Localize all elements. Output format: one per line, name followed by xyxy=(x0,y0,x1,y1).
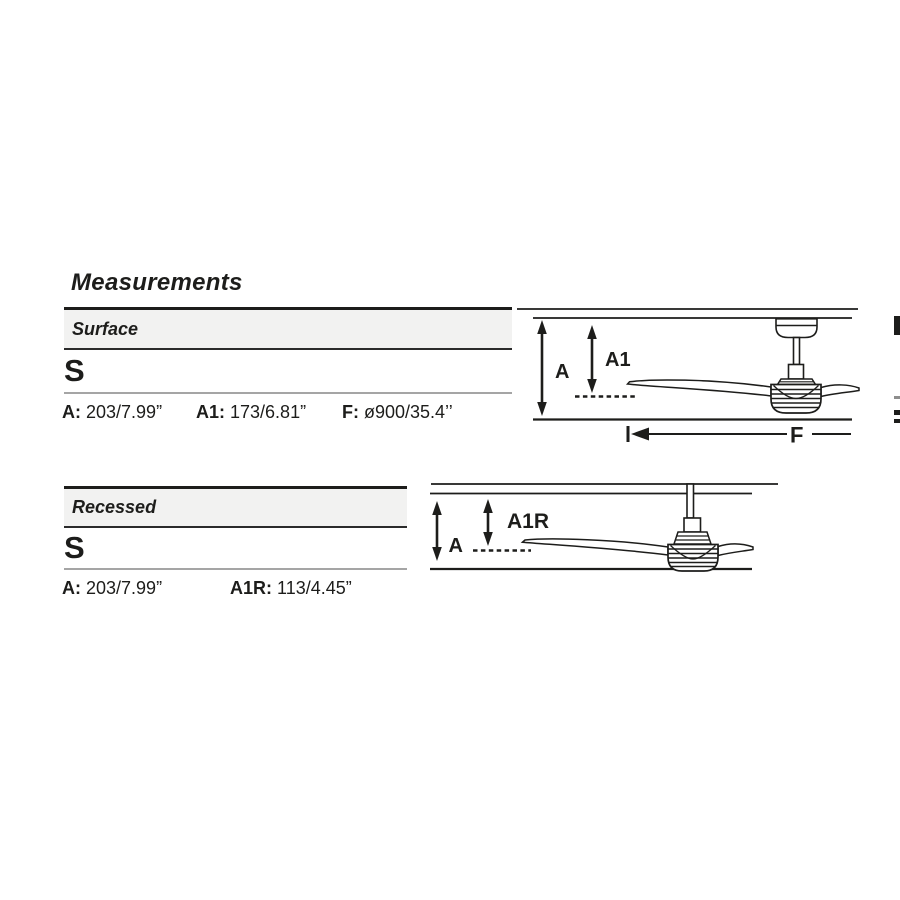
recessed-dims-row xyxy=(62,578,412,602)
dim-arrow-f xyxy=(628,426,851,442)
fan-coupling xyxy=(789,365,804,380)
edge-artifact xyxy=(894,316,900,335)
surface-header-label: Surface xyxy=(72,318,139,339)
dim-label: A: xyxy=(62,402,81,422)
dim-label-f: F xyxy=(790,422,804,446)
surface-model-row xyxy=(64,350,512,394)
recessed-mount-diagram xyxy=(428,478,780,580)
dim-arrow-a xyxy=(432,501,442,561)
fan-downrod xyxy=(687,484,694,518)
surface-model-label: S xyxy=(64,353,85,388)
fan-blade-left xyxy=(628,380,772,396)
recessed-dim-a xyxy=(62,578,162,599)
fan-motor xyxy=(771,385,821,414)
fan-downrod xyxy=(794,338,800,365)
fan-flange xyxy=(674,532,711,544)
surface-fan-drawing xyxy=(515,300,863,446)
recessed-table-header xyxy=(64,489,407,528)
fan-motor xyxy=(668,545,718,572)
surface-dim-a xyxy=(62,402,162,423)
dim-label-a: A xyxy=(555,361,570,383)
fan-blade-left xyxy=(523,539,669,555)
edge-artifact xyxy=(894,419,900,423)
fan-canopy xyxy=(776,319,817,338)
edge-artifact xyxy=(894,410,900,415)
dim-value: 203/7.99” xyxy=(86,578,163,598)
surface-dim-f xyxy=(342,402,453,423)
dim-label: A1: xyxy=(196,402,226,422)
surface-dim-a1 xyxy=(196,402,306,423)
dim-label-a1: A1 xyxy=(605,349,631,371)
page-title: Measurements xyxy=(71,269,243,296)
dim-arrow-a1r xyxy=(483,499,493,546)
surface-mount-diagram xyxy=(515,300,863,446)
recessed-model-label: S xyxy=(64,530,85,565)
fan-coupling xyxy=(684,518,701,532)
fan-blade-right xyxy=(718,544,753,556)
edge-artifact xyxy=(894,396,900,399)
dim-arrow-a1 xyxy=(587,325,597,393)
dim-value: ø900/35.4’’ xyxy=(364,402,453,422)
dim-label-a1r: A1R xyxy=(507,510,550,533)
dim-value: 113/4.45” xyxy=(277,578,352,598)
recessed-model-row xyxy=(64,528,407,570)
dim-label: A: xyxy=(62,578,81,598)
recessed-table xyxy=(64,486,407,570)
dim-arrow-a xyxy=(537,320,547,416)
recessed-dim-a1r xyxy=(230,578,352,599)
fan-blade-right xyxy=(821,385,859,397)
dim-label-a: A xyxy=(448,535,463,557)
recessed-header-label: Recessed xyxy=(72,497,157,517)
surface-table-header xyxy=(64,310,512,350)
dim-label: F: xyxy=(342,402,359,422)
surface-dims-row xyxy=(62,402,512,426)
dim-label: A1R: xyxy=(230,578,273,598)
surface-table xyxy=(64,307,512,394)
recessed-fan-drawing xyxy=(428,478,780,580)
dim-value: 173/6.81” xyxy=(230,402,307,422)
dim-value: 203/7.99” xyxy=(86,402,163,422)
